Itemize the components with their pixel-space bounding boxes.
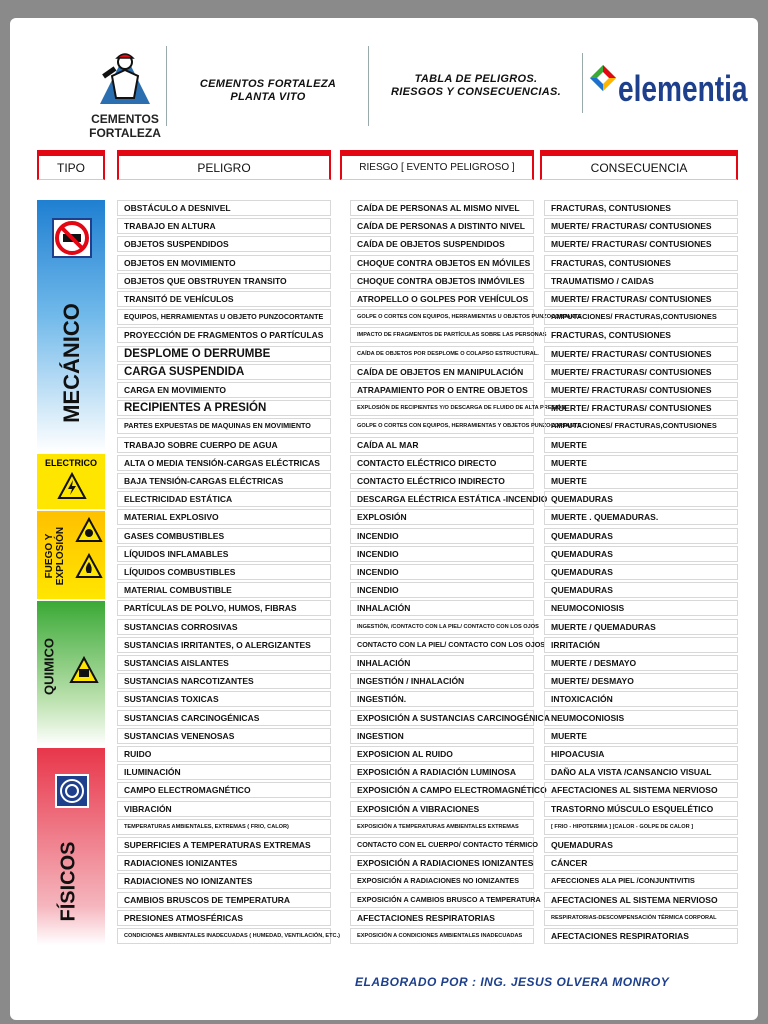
logo-text-2: FORTALEZA — [89, 126, 161, 140]
peligro-cell: SUPERFICIES A TEMPERATURAS EXTREMAS — [117, 837, 331, 853]
consecuencia-cell: QUEMADURAS — [544, 491, 738, 507]
worker-icon — [90, 46, 160, 106]
peligro-cell: ELECTRICIDAD ESTÁTICA — [117, 491, 331, 507]
consecuencia-cell: AMPUTACIONES/ FRACTURAS,CONTUSIONES — [544, 309, 738, 325]
radiation-icon — [55, 774, 89, 808]
riesgo-cell: CHOQUE CONTRA OBJETOS EN MÓVILES — [350, 255, 534, 271]
riesgo-cell: INCENDIO — [350, 564, 534, 580]
col-header-riesgo: RIESGO [ EVENTO PELIGROSO ] — [340, 150, 534, 180]
peligro-cell: CARGA SUSPENDIDA — [117, 364, 331, 380]
header-divider — [166, 46, 167, 126]
consecuencia-cell: NEUMOCONIOSIS — [544, 710, 738, 726]
document-title — [372, 73, 580, 99]
band-electrico — [37, 454, 105, 509]
peligro-cell: ILUMINACIÓN — [117, 764, 331, 780]
peligro-cell: GASES COMBUSTIBLES — [117, 528, 331, 544]
peligro-cell: RUIDO — [117, 746, 331, 762]
riesgo-cell: INHALACIÓN — [350, 600, 534, 616]
consecuencia-cell: FRACTURAS, CONTUSIONES — [544, 327, 738, 343]
peligro-cell: VIBRACIÓN — [117, 801, 331, 817]
fire-hazard-icon — [75, 553, 103, 579]
consecuencia-cell: IRRITACIÓN — [544, 637, 738, 653]
riesgo-cell: CHOQUE CONTRA OBJETOS INMÓVILES — [350, 273, 534, 289]
consecuencia-cell: MUERTE / QUEMADURAS — [544, 619, 738, 635]
riesgo-cell: CONTACTO ELÉCTRICO DIRECTO — [350, 455, 534, 471]
riesgo-cell: CAÍDA DE PERSONAS A DISTINTO NIVEL — [350, 218, 534, 234]
col-header-peligro: PELIGRO — [117, 150, 331, 180]
peligro-cell: PROYECCIÓN DE FRAGMENTOS O PARTÍCULAS — [117, 327, 331, 343]
riesgo-cell: EXPOSICIÓN A VIBRACIONES — [350, 801, 534, 817]
peligro-cell: CAMPO ELECTROMAGNÉTICO — [117, 782, 331, 798]
riesgo-cell: INGESTION — [350, 728, 534, 744]
title-line-1: TABLA DE PELIGROS. — [414, 73, 538, 85]
group-label-quimico: QUIMICO — [41, 637, 57, 696]
peligro-cell: OBJETOS EN MOVIMIENTO — [117, 255, 331, 271]
consecuencia-cell: AFECTACIONES AL SISTEMA NERVIOSO — [544, 892, 738, 908]
title-line-2: RIESGOS Y CONSECUENCIAS. — [391, 86, 561, 98]
peligro-cell: LÍQUIDOS COMBUSTIBLES — [117, 564, 331, 580]
company-name — [178, 78, 358, 104]
peligro-cell: SUSTANCIAS CARCINOGÉNICAS — [117, 710, 331, 726]
peligro-cell: MATERIAL COMBUSTIBLE — [117, 582, 331, 598]
consecuencia-cell: AFECTACIONES RESPIRATORIAS — [544, 928, 738, 944]
consecuencia-cell: MUERTE/ DESMAYO — [544, 673, 738, 689]
peligro-cell: SUSTANCIAS VENENOSAS — [117, 728, 331, 744]
riesgo-cell: INCENDIO — [350, 546, 534, 562]
consecuencia-cell: MUERTE/ FRACTURAS/ CONTUSIONES — [544, 236, 738, 252]
header-divider — [582, 53, 583, 113]
peligro-cell: PARTES EXPUESTAS DE MAQUINAS EN MOVIMIENTO — [117, 418, 331, 434]
peligro-cell: OBJETOS QUE OBSTRUYEN TRANSITO — [117, 273, 331, 289]
riesgo-cell: CONTACTO ELÉCTRICO INDIRECTO — [350, 473, 534, 489]
riesgo-cell: EXPOSICIÓN A RADIACIONES IONIZANTES — [350, 855, 534, 871]
consecuencia-cell: QUEMADURAS — [544, 546, 738, 562]
consecuencia-cell: MUERTE — [544, 728, 738, 744]
consecuencia-cell: RESPIRATORIAS-DESCOMPENSACIÓN TÉRMICA CORPORAL — [544, 910, 738, 926]
consecuencia-cell: [ FRIO - HIPOTERMIA ] [CALOR - GOLPE DE CALOR ] — [544, 819, 738, 835]
explosion-hazard-icon — [75, 517, 103, 543]
riesgo-cell: CAÍDA AL MAR — [350, 437, 534, 453]
peligro-cell: SUSTANCIAS CORROSIVAS — [117, 619, 331, 635]
consecuencia-cell: QUEMADURAS — [544, 528, 738, 544]
consecuencia-cell: MUERTE / DESMAYO — [544, 655, 738, 671]
consecuencia-cell: QUEMADURAS — [544, 564, 738, 580]
riesgo-cell: ATRAPAMIENTO POR O ENTRE OBJETOS — [350, 382, 534, 398]
riesgo-cell: CONTACTO CON EL CUERPO/ CONTACTO TÉRMICO — [350, 837, 534, 853]
consecuencia-cell: MUERTE/ FRACTURAS/ CONTUSIONES — [544, 364, 738, 380]
no-vehicle-icon — [52, 218, 92, 258]
consecuencia-cell: FRACTURAS, CONTUSIONES — [544, 200, 738, 216]
riesgo-cell: EXPLOSIÓN — [350, 509, 534, 525]
consecuencia-cell: INTOXICACIÓN — [544, 691, 738, 707]
riesgo-cell: DESCARGA ELÉCTRICA ESTÁTICA -INCENDIO — [350, 491, 534, 507]
consecuencia-cell: MUERTE/ FRACTURAS/ CONTUSIONES — [544, 346, 738, 362]
riesgo-cell: EXPLOSIÓN DE RECIPIENTES Y/O DESCARGA DE FLUIDO DE ALTA PRESIÓN. — [350, 400, 534, 416]
consecuencia-cell: QUEMADURAS — [544, 582, 738, 598]
peligro-cell: TRABAJO SOBRE CUERPO DE AGUA — [117, 437, 331, 453]
peligro-cell: PARTÍCULAS DE POLVO, HUMOS, FIBRAS — [117, 600, 331, 616]
riesgo-cell: EXPOSICION AL RUIDO — [350, 746, 534, 762]
peligro-cell: CONDICIONES AMBIENTALES INADECUADAS ( HUMEDAD, VENTILACIÓN, ETC.) — [117, 928, 331, 944]
consecuencia-cell: NEUMOCONIOSIS — [544, 600, 738, 616]
riesgo-cell: EXPOSICIÓN A CAMBIOS BRUSCO A TEMPERATURA — [350, 892, 534, 908]
peligro-cell: MATERIAL EXPLOSIVO — [117, 509, 331, 525]
consecuencia-cell: AFECTACIONES AL SISTEMA NERVIOSO — [544, 782, 738, 798]
electric-hazard-icon — [57, 472, 87, 500]
author-footer: ELABORADO POR : ING. JESUS OLVERA MONROY — [355, 975, 670, 989]
consecuencia-cell: MUERTE/ FRACTURAS/ CONTUSIONES — [544, 291, 738, 307]
riesgo-cell: EXPOSICIÓN A RADIACIONES NO IONIZANTES — [350, 873, 534, 889]
group-label-electrico: ELECTRICO — [44, 458, 97, 468]
peligro-cell: LÍQUIDOS INFLAMABLES — [117, 546, 331, 562]
peligro-cell: OBJETOS SUSPENDIDOS — [117, 236, 331, 252]
consecuencia-cell: QUEMADURAS — [544, 837, 738, 853]
peligro-cell: RADIACIONES IONIZANTES — [117, 855, 331, 871]
group-label-fuego: FUEGO Y EXPLOSIÓN — [44, 526, 66, 586]
consecuencia-cell: MUERTE — [544, 437, 738, 453]
peligro-cell: CARGA EN MOVIMIENTO — [117, 382, 331, 398]
riesgo-cell: INCENDIO — [350, 528, 534, 544]
consecuencia-cell: MUERTE/ FRACTURAS/ CONTUSIONES — [544, 382, 738, 398]
peligro-cell: SUSTANCIAS IRRITANTES, O ALERGIZANTES — [117, 637, 331, 653]
group-label-fisicos: FÍSICOS — [57, 841, 80, 922]
riesgo-cell: AFECTACIONES RESPIRATORIAS — [350, 910, 534, 926]
cementos-fortaleza-logo — [80, 46, 170, 146]
riesgo-cell: INCENDIO — [350, 582, 534, 598]
riesgo-cell: CAÍDA DE OBJETOS EN MANIPULACIÓN — [350, 364, 534, 380]
peligro-cell: SUSTANCIAS NARCOTIZANTES — [117, 673, 331, 689]
peligro-cell: TEMPERATURAS AMBIENTALES, EXTREMAS ( FRIO, CALOR) — [117, 819, 331, 835]
riesgo-cell: EXPOSICIÓN A RADIACIÓN LUMINOSA — [350, 764, 534, 780]
riesgo-cell: INGESTIÓN / INHALACIÓN — [350, 673, 534, 689]
consecuencia-cell: AMPUTACIONES/ FRACTURAS,CONTUSIONES — [544, 418, 738, 434]
peligro-cell: SUSTANCIAS TOXICAS — [117, 691, 331, 707]
peligro-cell: EQUIPOS, HERRAMIENTAS U OBJETO PUNZOCORTANTE — [117, 309, 331, 325]
document-sheet — [10, 18, 758, 1020]
elementia-logo-icon — [588, 63, 618, 93]
company-line-1: CEMENTOS FORTALEZA — [199, 78, 337, 90]
peligro-cell: TRANSITÓ DE VEHÍCULOS — [117, 291, 331, 307]
band-fuego — [37, 511, 105, 599]
riesgo-cell: INGESTIÓN. — [350, 691, 534, 707]
consecuencia-cell: DAÑO ALA VISTA /CANSANCIO VISUAL — [544, 764, 738, 780]
peligro-cell: TRABAJO EN ALTURA — [117, 218, 331, 234]
consecuencia-cell: CÁNCER — [544, 855, 738, 871]
riesgo-cell: CONTACTO CON LA PIEL/ CONTACTO CON LOS OJOS — [350, 637, 534, 653]
col-header-tipo: TIPO — [37, 150, 105, 180]
peligro-cell: DESPLOME O DERRUMBE — [117, 346, 331, 362]
riesgo-cell: CAÍDA DE OBJETOS POR DESPLOME O COLAPSO ESTRUCTURAL. — [350, 346, 534, 362]
riesgo-cell: CAÍDA DE OBJETOS SUSPENDIDOS — [350, 236, 534, 252]
group-label-mecanico: MECÁNICO — [59, 303, 84, 423]
consecuencia-cell: MUERTE — [544, 473, 738, 489]
chemical-hazard-icon — [69, 656, 99, 684]
riesgo-cell: INGESTIÓN, /CONTACTO CON LA PIEL/ CONTACTO CON LOS OJOS — [350, 619, 534, 635]
peligro-cell: ALTA O MEDIA TENSIÓN-CARGAS ELÉCTRICAS — [117, 455, 331, 471]
riesgo-cell: EXPOSICIÓN A CAMPO ELECTROMAGNÉTICO — [350, 782, 534, 798]
company-line-2: PLANTA VITO — [230, 91, 306, 103]
peligro-cell: PRESIONES ATMOSFÉRICAS — [117, 910, 331, 926]
consecuencia-cell: FRACTURAS, CONTUSIONES — [544, 255, 738, 271]
peligro-cell: RADIACIONES NO IONIZANTES — [117, 873, 331, 889]
consecuencia-cell: MUERTE/ FRACTURAS/ CONTUSIONES — [544, 218, 738, 234]
riesgo-cell: GOLPE O CORTES CON EQUIPOS, HERRAMIENTAS U OBJETOS PUNZOCORTANTE — [350, 309, 534, 325]
band-fisicos — [37, 748, 105, 945]
peligro-cell: SUSTANCIAS AISLANTES — [117, 655, 331, 671]
riesgo-cell: ATROPELLO O GOLPES POR VEHÍCULOS — [350, 291, 534, 307]
peligro-cell: OBSTÁCULO A DESNIVEL — [117, 200, 331, 216]
riesgo-cell: CAÍDA DE PERSONAS AL MISMO NIVEL — [350, 200, 534, 216]
riesgo-cell: IMPACTO DE FRAGMENTOS DE PARTÍCULAS SOBRE LAS PERSONAS — [350, 327, 534, 343]
consecuencia-cell: MUERTE . QUEMADURAS. — [544, 509, 738, 525]
logo-text-1: CEMENTOS — [91, 112, 159, 126]
peligro-cell: CAMBIOS BRUSCOS DE TEMPERATURA — [117, 892, 331, 908]
col-header-consecuencia: CONSECUENCIA — [540, 150, 738, 180]
consecuencia-cell: HIPOACUSIA — [544, 746, 738, 762]
riesgo-cell: EXPOSICIÓN A SUSTANCIAS CARCINOGÉNICA — [350, 710, 534, 726]
band-quimico — [37, 601, 105, 746]
elementia-brand: elementia — [618, 68, 748, 109]
riesgo-cell: EXPOSICIÓN A CONDICIONES AMBIENTALES INADECUADAS — [350, 928, 534, 944]
peligro-cell: BAJA TENSIÓN-CARGAS ELÉCTRICAS — [117, 473, 331, 489]
riesgo-cell: EXPOSICIÓN A TEMPERATURAS AMBIENTALES EXTREMAS — [350, 819, 534, 835]
consecuencia-cell: TRASTORNO MÚSCULO ESQUELÉTICO — [544, 801, 738, 817]
riesgo-cell: GOLPE O CORTES CON EQUIPOS, HERRAMIENTAS Y OBJETOS PUNZOCORTANTE — [350, 418, 534, 434]
band-mecanico — [37, 200, 105, 452]
header-divider — [368, 46, 369, 126]
consecuencia-cell: TRAUMATISMO / CAIDAS — [544, 273, 738, 289]
riesgo-cell: INHALACIÓN — [350, 655, 534, 671]
consecuencia-cell: MUERTE — [544, 455, 738, 471]
consecuencia-cell: AFECCIONES ALA PIEL /CONJUNTIVITIS — [544, 873, 738, 889]
peligro-cell: RECIPIENTES A PRESIÓN — [117, 400, 331, 416]
consecuencia-cell: MUERTE/ FRACTURAS/ CONTUSIONES — [544, 400, 738, 416]
